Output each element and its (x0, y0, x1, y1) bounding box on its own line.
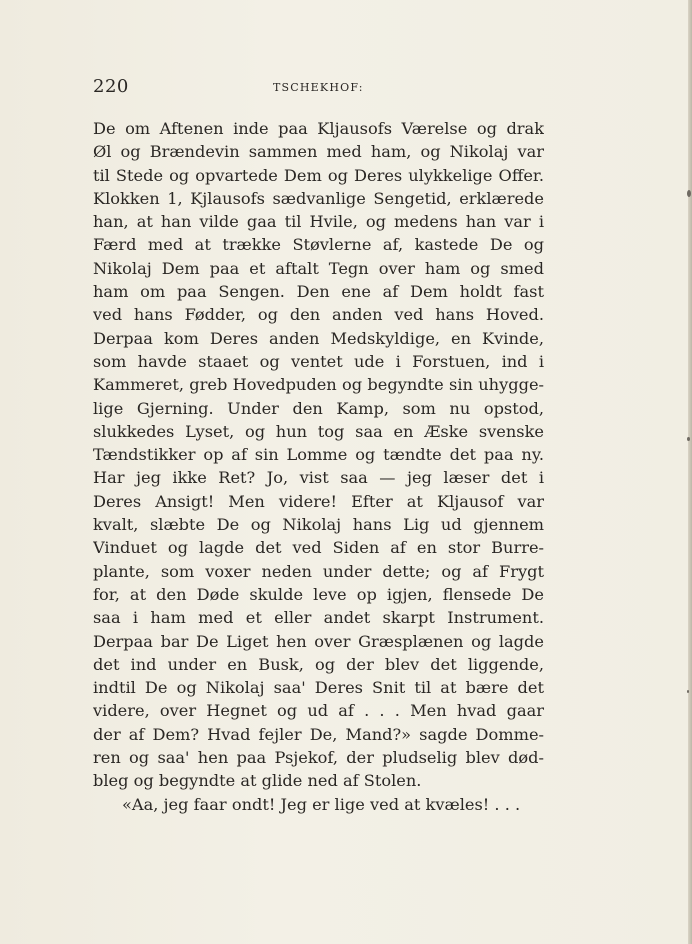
text-line: Tændstikker op af sin Lomme og tændte det paa ny. (93, 445, 544, 465)
text-line: til Stede og opvartede Dem og Deres ulykkelige Offer. (93, 165, 544, 185)
text-line: indtil De og Nikolaj saa' Deres Snit til at bære det (93, 678, 544, 698)
text-line: saa i ham med et eller andet skarpt Instrument. (93, 608, 544, 628)
text-line: for, at den Døde skulde leve op igjen, flensede De (93, 584, 544, 604)
running-title: TSCHEKHOF: (273, 81, 364, 94)
paper-speck (687, 437, 690, 441)
text-line: det ind under en Busk, og der blev det liggende, (93, 654, 544, 674)
text-line: kvalt, slæbte De og Nikolaj hans Lig ud gjennem (93, 515, 544, 535)
dialogue-line: «Aa, jeg faar ondt! Jeg er lige ved at kvæles! . . . (122, 794, 521, 814)
page-header (93, 76, 545, 100)
text-line: ren og saa' hen paa Psjekof, der pludselig blev død- (93, 748, 544, 768)
text-line: der af Dem? Hvad fejler De, Mand?» sagde Domme- (93, 724, 544, 744)
page-edge-shadow (688, 0, 692, 944)
text-line: Nikolaj Dem paa et aftalt Tegn over ham og smed (93, 258, 544, 278)
body-text (93, 117, 544, 816)
text-line: Færd med at trække Støvlerne af, kastede De og (93, 235, 544, 255)
text-line: bleg og begyndte at glide ned af Stolen. (93, 771, 422, 791)
text-line: slukkedes Lyset, og hun tog saa en Æske svenske (93, 421, 544, 441)
text-line: Klokken 1, Kjlausofs sædvanlige Sengetid, erklærede (93, 188, 544, 208)
text-line: Derpaa bar De Liget hen over Græsplænen og lagde (93, 631, 544, 651)
text-line: Derpaa kom Deres anden Medskyldige, en Kvinde, (93, 328, 544, 348)
text-line: Deres Ansigt! Men videre! Efter at Kljausof var (93, 491, 544, 511)
text-line: ved hans Fødder, og den anden ved hans Hoved. (93, 305, 544, 325)
text-line: som havde staaet og ventet ude i Forstuen, ind i (93, 351, 544, 371)
paper-speck (687, 190, 691, 197)
text-line: plante, som voxer neden under dette; og af Frygt (93, 561, 544, 581)
text-line: ham om paa Sengen. Den ene af Dem holdt fast (93, 282, 544, 302)
text-line: Øl og Brændevin sammen med ham, og Nikolaj var (93, 142, 544, 162)
text-line: han, at han vilde gaa til Hvile, og medens han var i (93, 212, 544, 232)
text-line: videre, over Hegnet og ud af . . . Men hvad gaar (93, 701, 544, 721)
text-line: Vinduet og lagde det ved Siden af en stor Burre- (93, 538, 544, 558)
text-line: De om Aftenen inde paa Kljausofs Værelse og drak (93, 119, 544, 138)
text-line: Har jeg ikke Ret? Jo, vist saa — jeg læser det i (93, 468, 544, 488)
text-line: Kammeret, greb Hovedpuden og begyndte sin uhygge- (93, 375, 544, 395)
text-line: lige Gjerning. Under den Kamp, som nu opstod, (93, 398, 544, 418)
page-number: 220 (93, 76, 129, 97)
paper-speck (687, 690, 689, 693)
